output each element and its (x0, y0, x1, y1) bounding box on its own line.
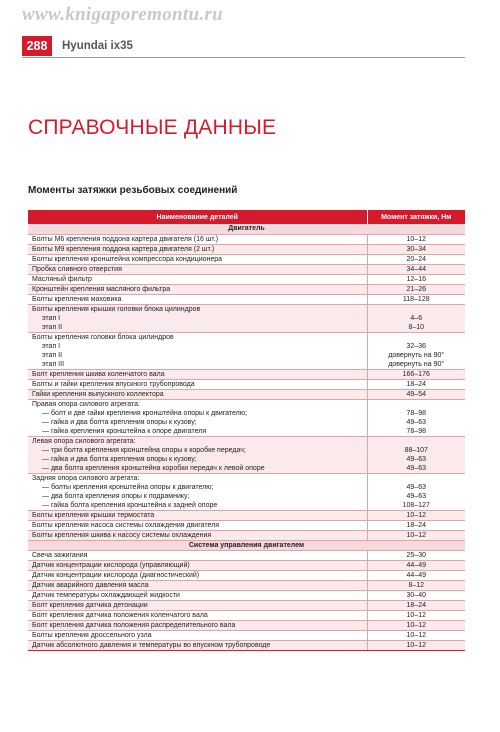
torque-value-cell: 10–12 (367, 234, 465, 244)
part-sub-item: — два болта крепления кронштейна коробки передач к левой опоре (42, 464, 265, 472)
part-name-cell (28, 600, 367, 610)
part-sub-item: — три болта крепления кронштейна опоры к коробке передач; (42, 446, 246, 454)
torque-value-cell: 18–24 (367, 520, 465, 530)
part-name: Болты крепления дроссельного узла (32, 631, 152, 639)
part-name: Болты М9 крепления поддона картера двигателя (2 шт.) (32, 245, 215, 253)
part-sub-item: этап II (42, 351, 63, 359)
part-sub-item: — гайка и два болта крепления опоры к кузову; (42, 418, 197, 426)
part-name-cell (28, 234, 367, 244)
table-row (28, 274, 465, 284)
table-row (28, 244, 465, 254)
part-name-cell (28, 379, 367, 389)
section-title: СПРАВОЧНЫЕ ДАННЫЕ (28, 116, 277, 139)
torque-value-cell (367, 304, 465, 332)
part-name-cell (28, 530, 367, 540)
table-row (28, 510, 465, 520)
column-header-torque: Момент затяжки, Нм (367, 210, 465, 224)
torque-value-cell: 10–12 (367, 530, 465, 540)
part-name: Свеча зажигания (32, 551, 88, 559)
part-name-cell (28, 436, 367, 473)
table-body (28, 224, 465, 650)
table-row (28, 630, 465, 640)
part-name: Болты крепления маховика (32, 295, 122, 303)
part-name: Датчик аварийного давления масла (32, 581, 149, 589)
torque-value: 49–63 (406, 464, 426, 472)
torque-value: 78–98 (406, 409, 426, 417)
torque-value: 78–98 (406, 427, 426, 435)
part-name-cell (28, 580, 367, 590)
part-name: Датчик концентрации кислорода (управляющий) (32, 561, 190, 569)
part-name-cell (28, 399, 367, 436)
part-name: Кронштейн крепления масляного фильтра (32, 285, 171, 293)
table-row (28, 399, 465, 436)
section-row (28, 540, 465, 550)
part-name: Задняя опора силового агрегата: (32, 474, 140, 482)
torque-value-cell: 44–49 (367, 570, 465, 580)
table-row (28, 436, 465, 473)
table-row (28, 550, 465, 560)
part-name: Болты крепления кронштейна компрессора кондиционера (32, 255, 223, 263)
part-sub-item: — гайка крепления кронштейна к опоре двигателя (42, 427, 207, 435)
table-row (28, 520, 465, 530)
table-row (28, 640, 465, 650)
table-row (28, 570, 465, 580)
part-name: Болт крепления датчика детонации (32, 601, 148, 609)
torque-value-cell: 10–12 (367, 630, 465, 640)
torque-value: 49–63 (406, 418, 426, 426)
table-row (28, 294, 465, 304)
part-name-cell (28, 369, 367, 379)
part-name: Масляный фильтр (32, 275, 92, 283)
torque-value-cell: 49–54 (367, 389, 465, 399)
torque-value: довернуть на 90° (388, 351, 445, 359)
torque-value-cell: 44–49 (367, 560, 465, 570)
torque-value-cell: 18–24 (367, 379, 465, 389)
torque-value: 32–36 (406, 342, 426, 350)
part-name: Датчик концентрации кислорода (диагностический) (32, 571, 200, 579)
torque-value-cell (367, 399, 465, 436)
part-name-cell (28, 640, 367, 650)
torque-value: 8–10 (408, 323, 425, 331)
part-name-cell (28, 520, 367, 530)
table-row (28, 264, 465, 274)
table-header-row (28, 210, 465, 224)
table-row (28, 284, 465, 294)
part-name: Болты крепления шкива к насосу системы охлаждения (32, 531, 212, 539)
column-header-name: Наименование деталей (28, 210, 367, 224)
part-sub-item: — болты крепления кронштейна опоры к двигателю; (42, 483, 214, 491)
torque-value-cell (367, 473, 465, 510)
torque-value-cell: 10–12 (367, 640, 465, 650)
section-label: Двигатель (28, 224, 465, 234)
part-name-cell (28, 254, 367, 264)
part-name: Болты крепления крышки термостата (32, 511, 155, 519)
page-number: 288 (22, 36, 52, 56)
part-sub-item: этап I (42, 342, 61, 350)
table-row (28, 379, 465, 389)
table-row (28, 332, 465, 369)
torque-value-cell: 8–12 (367, 580, 465, 590)
part-name: Болт крепления датчика положения коленчатого вала (32, 611, 208, 619)
table-row (28, 234, 465, 244)
torque-value: 49–63 (406, 455, 426, 463)
torque-value-cell: 12–16 (367, 274, 465, 284)
torque-value: 4–6 (410, 314, 423, 322)
part-name-cell (28, 473, 367, 510)
watermark: www.knigaporemontu.ru (22, 4, 223, 25)
part-name-cell (28, 274, 367, 284)
part-name: Датчик абсолютного давления и температуры во впускном трубопроводе (32, 641, 271, 649)
part-name-cell (28, 304, 367, 332)
table-heading: Моменты затяжки резьбовых соединений (28, 185, 238, 196)
torque-value-cell: 10–12 (367, 610, 465, 620)
part-name: Датчик температуры охлаждающей жидкости (32, 591, 180, 599)
part-name-cell (28, 264, 367, 274)
table-row (28, 590, 465, 600)
part-name: Правая опора силового агрегата: (32, 400, 140, 408)
torque-value: 49–63 (406, 483, 426, 491)
torque-value-cell: 20–24 (367, 254, 465, 264)
part-name-cell (28, 590, 367, 600)
part-name-cell (28, 510, 367, 520)
part-name: Гайки крепления выпускного коллектора (32, 390, 164, 398)
table-row (28, 254, 465, 264)
part-name-cell (28, 294, 367, 304)
part-name-cell (28, 570, 367, 580)
torque-value-cell: 10–12 (367, 620, 465, 630)
part-name: Левая опора силового агрегата: (32, 437, 136, 445)
part-sub-item: этап I (42, 314, 61, 322)
torque-value: 108–127 (402, 501, 430, 509)
part-name-cell (28, 610, 367, 620)
torque-value-cell: 30–40 (367, 590, 465, 600)
torque-value: 49–63 (406, 492, 426, 500)
table-row (28, 560, 465, 570)
part-name: Болты и гайки крепления впускного трубопровода (32, 380, 195, 388)
part-name: Болты крепления насоса системы охлаждения двигателя (32, 521, 219, 529)
part-name-cell (28, 332, 367, 369)
torque-table (28, 210, 465, 651)
part-name-cell (28, 389, 367, 399)
torque-value-cell: 10–12 (367, 510, 465, 520)
section-row (28, 224, 465, 234)
book-title: Hyundai ix35 (62, 39, 133, 52)
part-sub-item: — два болта крепления опоры к подрамнику; (42, 492, 190, 500)
part-name-cell (28, 620, 367, 630)
part-name: Пробка сливного отверстия (32, 265, 122, 273)
table-row (28, 530, 465, 540)
part-sub-item: этап III (42, 360, 65, 368)
torque-value-cell (367, 436, 465, 473)
part-sub-item: — гайка болта крепления кронштейна к задней опоре (42, 501, 218, 509)
part-name: Болт крепления шкива коленчатого вала (32, 370, 165, 378)
torque-value-cell: 21–26 (367, 284, 465, 294)
table-row (28, 600, 465, 610)
table-row (28, 369, 465, 379)
part-name-cell (28, 630, 367, 640)
part-sub-item: — болт и две гайки крепления кронштейна опоры к двигателю; (42, 409, 247, 417)
part-name-cell (28, 550, 367, 560)
section-label: Система управления двигателем (28, 540, 465, 550)
table-row (28, 580, 465, 590)
part-name: Болты М6 крепления поддона картера двигателя (16 шт.) (32, 235, 219, 243)
part-name: Болты крепления крышки головки блока цилиндров (32, 305, 201, 313)
table-row (28, 473, 465, 510)
part-name-cell (28, 560, 367, 570)
torque-value: 88–107 (404, 446, 428, 454)
torque-value-cell: 34–44 (367, 264, 465, 274)
torque-value-cell: 118–128 (367, 294, 465, 304)
table-row (28, 389, 465, 399)
torque-value: довернуть на 90° (388, 360, 445, 368)
table-row (28, 610, 465, 620)
torque-value-cell: 18–24 (367, 600, 465, 610)
table-row (28, 620, 465, 630)
part-sub-item: этап II (42, 323, 63, 331)
table-row (28, 304, 465, 332)
part-name-cell (28, 284, 367, 294)
torque-value-cell: 166–176 (367, 369, 465, 379)
page-header (22, 34, 465, 58)
part-name-cell (28, 244, 367, 254)
torque-value-cell (367, 332, 465, 369)
torque-value-cell: 30–34 (367, 244, 465, 254)
part-name: Болт крепления датчика положения распределительного вала (32, 621, 236, 629)
part-sub-item: — гайка и два болта крепления опоры к кузову; (42, 455, 197, 463)
part-name: Болты крепления головки блока цилиндров (32, 333, 174, 341)
torque-value-cell: 25–30 (367, 550, 465, 560)
